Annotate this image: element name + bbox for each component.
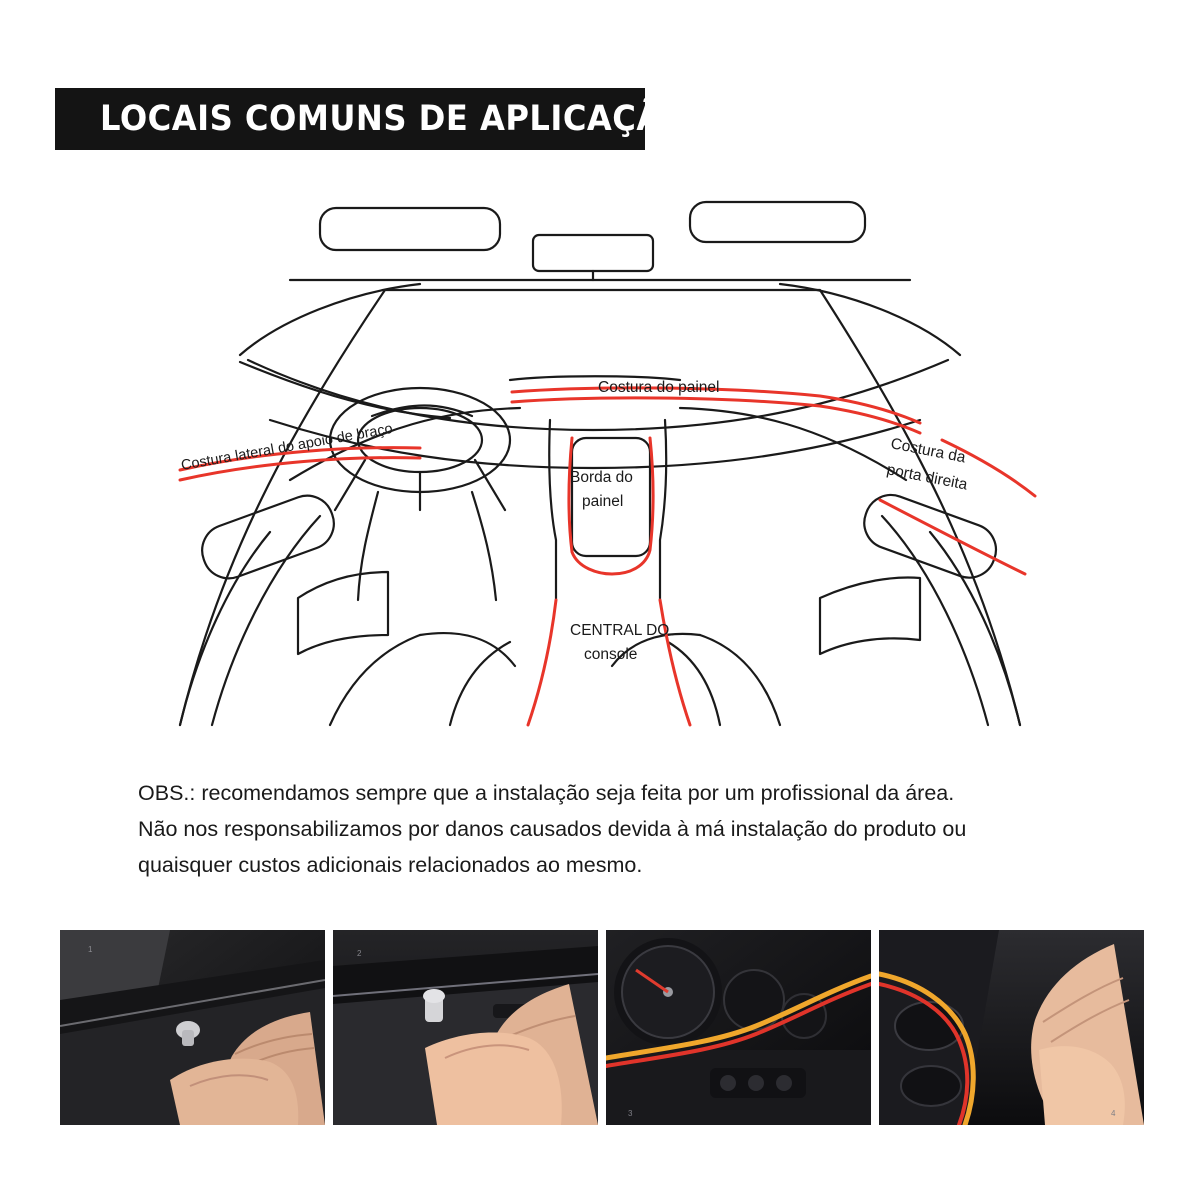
svg-text:4: 4 xyxy=(1111,1109,1116,1118)
label-central-do-console-line2: console xyxy=(584,646,638,663)
label-costura-porta-direita-line1: Costura da xyxy=(889,435,967,467)
note-line-3: quaisquer custos adicionais relacionados ao mesmo. xyxy=(138,853,643,877)
svg-text:3: 3 xyxy=(628,1109,633,1118)
header-banner xyxy=(55,88,690,150)
label-central-do-console-line1: CENTRAL DO xyxy=(570,622,670,639)
label-costura-do-painel: Costura do painel xyxy=(598,379,720,396)
disclaimer-note xyxy=(138,775,1068,883)
page-title: LOCAIS COMUNS DE APLICAÇÃO xyxy=(100,99,690,139)
diagram-container xyxy=(120,180,1080,740)
label-borda-do-painel-line2: painel xyxy=(582,493,624,510)
photo-door-trim-install xyxy=(333,930,598,1125)
note-line-2: Não nos responsabilizamos por danos causados devida à má instalação do produto ou xyxy=(138,817,967,841)
note-line-1: OBS.: recomendamos sempre que a instalação seja feita por um profissional da área. xyxy=(138,781,955,805)
photo-center-console-install xyxy=(879,930,1144,1125)
label-borda-do-painel-line1: Borda do xyxy=(570,469,633,486)
photo-dashboard-cluster-install xyxy=(606,930,871,1125)
label-costura-lateral-apoio-braco: Costura lateral do apoio de braço xyxy=(179,420,394,474)
photo-door-panel-install xyxy=(60,930,325,1125)
label-costura-porta-direita-line2: porta direita xyxy=(885,461,969,494)
svg-text:2: 2 xyxy=(357,949,362,958)
svg-text:1: 1 xyxy=(88,945,93,954)
photo-strip xyxy=(60,930,1145,1125)
